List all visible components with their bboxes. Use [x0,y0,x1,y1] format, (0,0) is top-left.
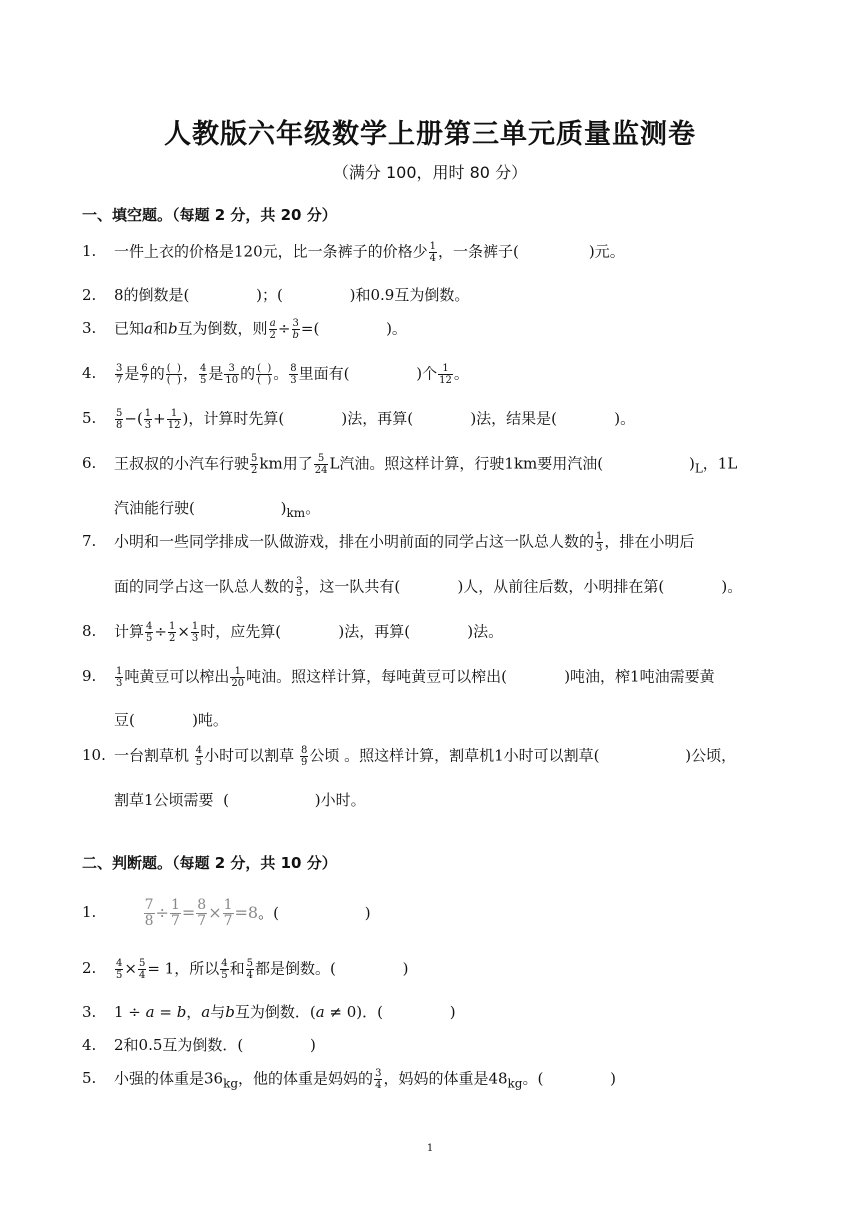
section-heading-fill-blank: 一、填空题。（每题 2 分，共 20 分） [82,206,337,224]
question-number: 5. [82,1069,97,1087]
question-number: 7. [82,532,97,550]
question-number: 6. [82,454,97,472]
question-number: 2. [82,959,97,977]
question-number: 9. [82,667,97,685]
question-number: 4. [82,364,97,382]
question-number: 4. [82,1036,97,1054]
document-page: 人教版六年级数学上册第三单元质量监测卷 （满分 100，用时 80 分） 一、填空题。（每题 2 分，共 20 分） 1. 一件上衣的价格是120元，比一条裤子的价格少 $\frac{1}{4}$ ，一条裤子( )元。 2. 8的倒数是( )；( )和0.9互为倒数。 3. 已知𝑎和𝑏互为倒数，则 $\frac{\text{𝑎}}{2}$ ÷ $\frac{3}{\text{𝑏}}$ =( )。 4. $\frac{3}{7}$ 是 $\frac{6}{7}$ 的 $\frac{( )}{( )}$ ， $\frac{4}{5}$ 是 $\frac{3}{10}$ 的 $\frac{( )}{( )}$ 。 $\frac{8}{3}$ 里面有( )个 $\frac{1}{12}$ 。 5. $\frac{5}{8}$ −( $\frac{1}{3}$ + $\frac{1}{12}$ )，计算时先算( )法，再算( )法，结果是( )。 6. 王叔叔的小汽车行驶 $\frac{5}{2}$ km用了 $\frac{5}{24}$ L汽油。照这样计算，行驶1km要用汽油( )$_L$，1L 汽油能行驶( )$_{km}$。 7. 小明和一些同学排成一队做游戏，排在小明前面的同学占这一队总人数的 $\frac{1}{3}$ ，排在小明后 面的同学占这一队总人数的 $\frac{3}{5}$ ，这一队共有( )人，从前往后数，小明排在第( )。 8. 计算 $\frac{4}{5}$ ÷ $\frac{1}{2}$ × $\frac{1}{3}$ 时，应先算( )法，再算( )法。 9. $\frac{1}{3}$ 吨黄豆可以榨出 $\frac{1}{20}$ 吨油。照这样计算，每吨黄豆可以榨出( )吨油，榨1吨油需要黄 豆( )吨。 10. 一台割草机 $\frac{4}{5}$ 小时可以割草 $\frac{8}{9}$ 公顷 。照这样计算，割草机1小时可以割草( )公顷， 割草1公顷需要 ( )小时。 二、判断题。（每题 2 分，共 10 分） 1. $\frac{7}{8}$ ÷ $\frac{1}{7}$ = $\frac{8}{7}$ × $\frac{1}{7}$ =8。( ) 2. $\frac{4}{5}$ × $\frac{5}{4}$ = 1，所以 $\frac{4}{5}$ 和 $\frac{5}{4}$ 都是倒数。( ) 3. 1 ÷ 𝑎 = 𝑏，𝑎与𝑏互为倒数．(𝑎 ≠ 0)．( ) 4. 2和0.5互为倒数．( ) 5. 小强的体重是$36_{kg}$，他的体重是妈妈的 $\frac{3}{4}$ ，妈妈的体重是$48_{kg}$。( ) 1 [0,0,860,1216]
question-number: 3. [82,1003,97,1021]
question-number: 10. [82,746,106,764]
fraction: $\frac{\text{𝑎}}{2}$ [269,318,276,341]
page-title: 人教版六年级数学上册第三单元质量监测卷 [164,119,696,150]
page-subtitle: （满分 100，用时 80 分） [332,163,528,182]
page-number: 1 [426,1143,434,1154]
handwritten-equation-figure: $\frac{7}{8}$ ÷ $\frac{1}{7}$ = $\frac{8}{7}$ × $\frac{1}{7}$ =8 [144,897,259,929]
question-number: 8. [82,622,97,640]
question-number: 1. [82,242,97,260]
judge-question-1: 1. $\frac{7}{8}$ ÷ $\frac{1}{7}$ = $\frac{8}{7}$ × $\frac{1}{7}$ =8。( ) [82,897,371,929]
fraction: $\frac{1}{4}$ [429,241,437,264]
section-heading-true-false: 二、判断题。（每题 2 分，共 10 分） [82,854,337,872]
question-number: 2. [82,286,97,304]
fraction: $\frac{3}{\text{𝑏}}$ [292,318,299,341]
question-number: 1. [82,903,97,921]
question-number: 3. [82,319,97,337]
question-number: 5. [82,409,97,427]
